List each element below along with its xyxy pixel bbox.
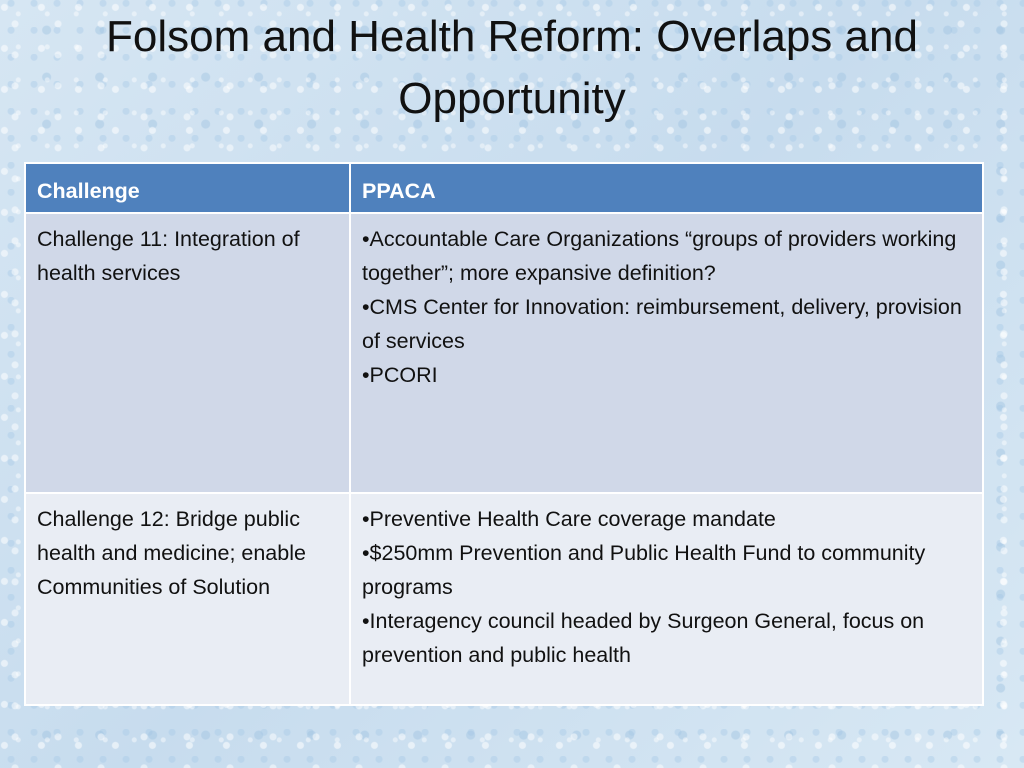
list-item: • CMS Center for Innovation: reimbursement, delivery, provision of services	[362, 290, 972, 358]
table-row	[25, 493, 983, 705]
ppaca-cell	[350, 493, 983, 705]
challenge-table-container	[24, 162, 982, 706]
ppaca-bullet-list	[362, 222, 972, 392]
table-header-row	[25, 163, 983, 213]
challenge-ppaca-table	[24, 162, 984, 706]
list-item: • Accountable Care Organizations “groups of providers working together”; more expansive definition?	[362, 222, 972, 290]
list-item: • Preventive Health Care coverage mandate	[362, 502, 972, 536]
list-item: • Interagency council headed by Surgeon General, focus on prevention and public health	[362, 604, 972, 672]
challenge-cell: Challenge 12: Bridge public health and medicine; enable Communities of Solution	[25, 493, 350, 705]
ppaca-cell	[350, 213, 983, 493]
header-challenge: Challenge	[25, 163, 350, 213]
list-item: • PCORI	[362, 358, 972, 392]
list-item: • $250mm Prevention and Public Health Fund to community programs	[362, 536, 972, 604]
table-row	[25, 213, 983, 493]
challenge-cell: Challenge 11: Integration of health services	[25, 213, 350, 493]
ppaca-bullet-list	[362, 502, 972, 672]
slide-title: Folsom and Health Reform: Overlaps and Opportunity	[106, 12, 918, 123]
header-ppaca: PPACA	[350, 163, 983, 213]
